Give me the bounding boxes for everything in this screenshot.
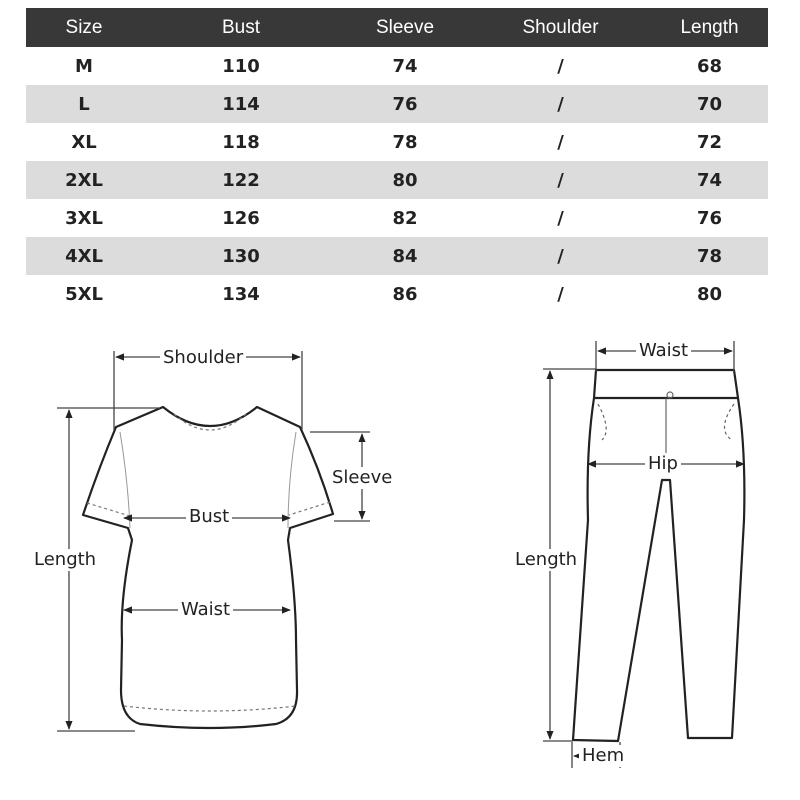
cell-length: 68	[696, 55, 723, 77]
cell-bust: 122	[222, 169, 260, 191]
tshirt-measure-lines	[57, 351, 370, 731]
length-label: Length	[31, 549, 99, 571]
header-length: Length	[680, 16, 739, 38]
cell-sleeve: 78	[392, 131, 418, 153]
header-size: Size	[65, 16, 103, 38]
cell-size: L	[78, 93, 90, 115]
cell-size: 4XL	[65, 245, 103, 267]
cell-shoulder: /	[557, 283, 564, 305]
cell-shoulder: /	[557, 131, 564, 153]
pants-length-label: Length	[512, 549, 580, 571]
cell-shoulder: /	[557, 207, 564, 229]
pants-hem-label: Hem	[579, 745, 627, 767]
tshirt-stitching	[87, 414, 330, 711]
sleeve-label: Sleeve	[329, 467, 395, 489]
pants-waist-label: Waist	[636, 340, 691, 362]
cell-shoulder: /	[557, 169, 564, 191]
cell-sleeve: 74	[392, 55, 418, 77]
cell-sleeve: 76	[392, 93, 418, 115]
header-shoulder: Shoulder	[522, 16, 599, 38]
shoulder-label: Shoulder	[160, 347, 246, 369]
cell-size: XL	[71, 131, 97, 153]
cell-size: 5XL	[65, 283, 103, 305]
cell-shoulder: /	[557, 93, 564, 115]
cell-bust: 110	[222, 55, 260, 77]
cell-sleeve: 80	[392, 169, 418, 191]
cell-length: 76	[696, 207, 723, 229]
tshirt-outline	[83, 407, 333, 728]
cell-bust: 118	[222, 131, 260, 153]
pants-hip-label: Hip	[645, 453, 681, 475]
cell-shoulder: /	[557, 245, 564, 267]
pants-outline	[573, 370, 744, 741]
cell-length: 80	[696, 283, 723, 305]
cell-length: 78	[696, 245, 723, 267]
cell-sleeve: 84	[392, 245, 418, 267]
cell-size: 2XL	[65, 169, 103, 191]
waist-label: Waist	[178, 599, 233, 621]
cell-size: M	[75, 55, 93, 77]
header-sleeve: Sleeve	[375, 16, 435, 38]
cell-sleeve: 82	[392, 207, 418, 229]
cell-sleeve: 86	[392, 283, 418, 305]
cell-bust: 126	[222, 207, 260, 229]
cell-bust: 130	[222, 245, 260, 267]
cell-length: 72	[696, 131, 723, 153]
cell-bust: 114	[222, 93, 260, 115]
cell-length: 70	[696, 93, 723, 115]
cell-shoulder: /	[557, 55, 564, 77]
cell-length: 74	[696, 169, 723, 191]
cell-bust: 134	[222, 283, 260, 305]
bust-label: Bust	[186, 506, 232, 528]
header-bust: Bust	[221, 16, 261, 38]
cell-size: 3XL	[65, 207, 103, 229]
